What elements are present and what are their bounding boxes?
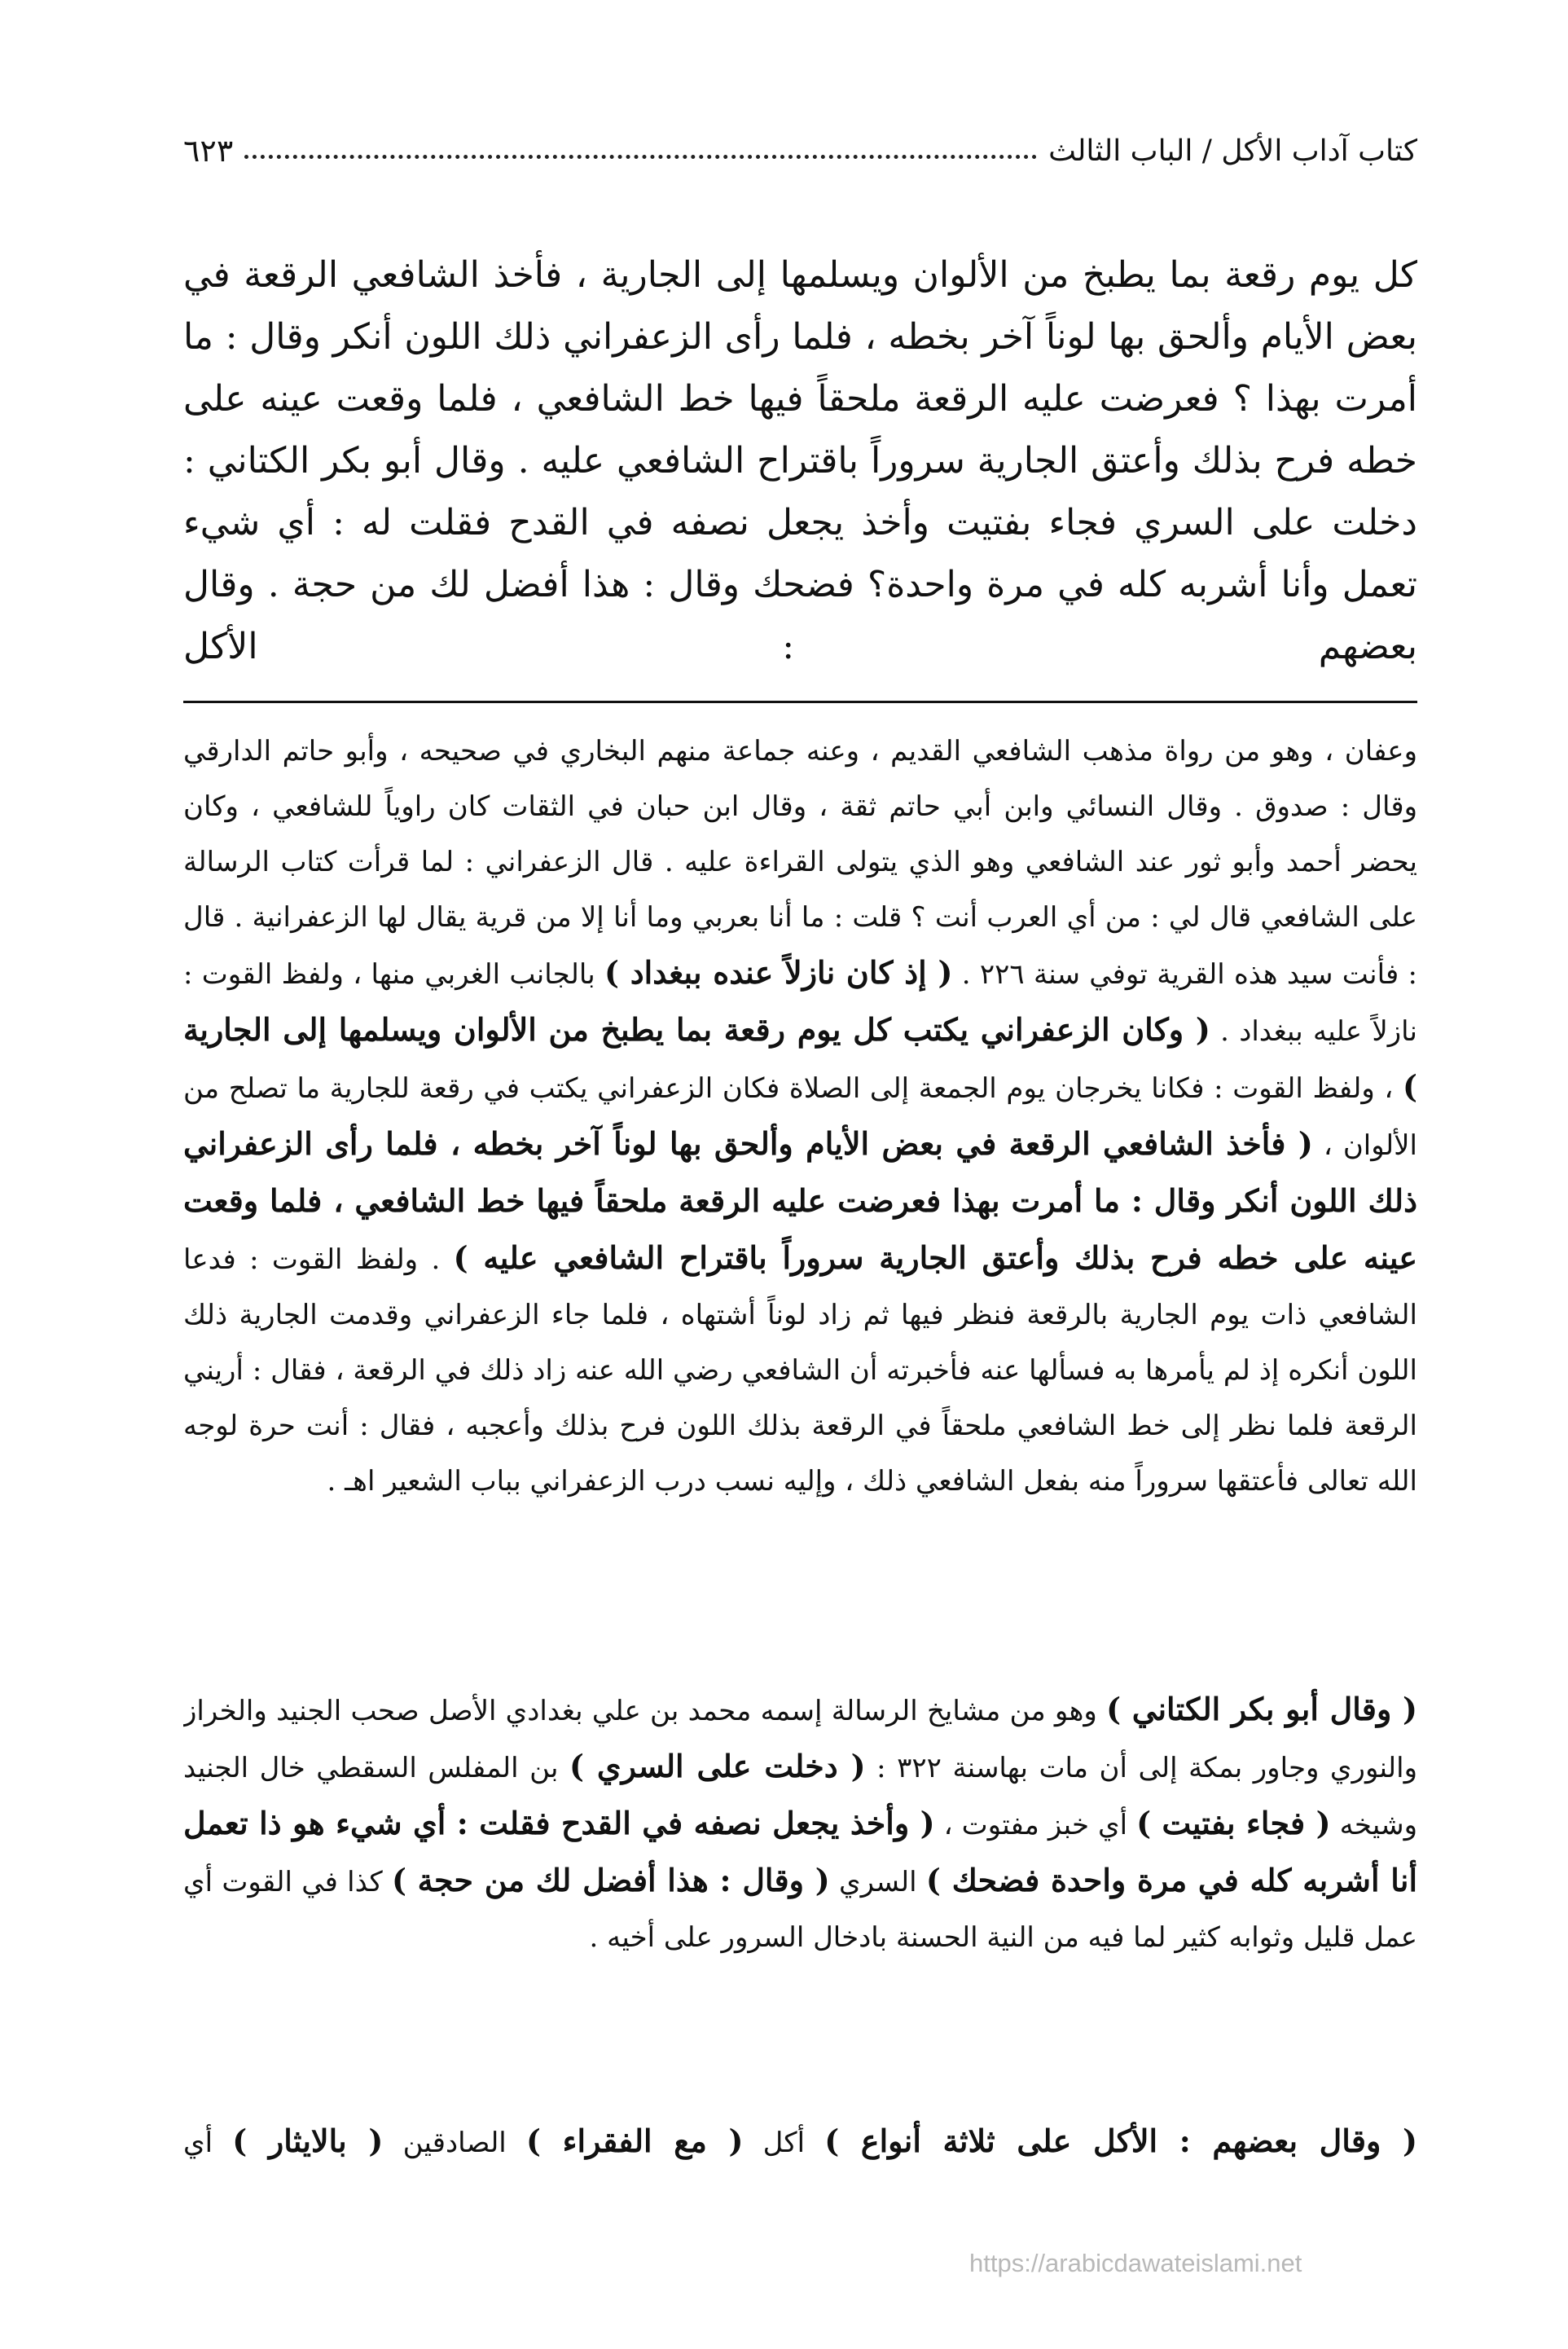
bold-quoted-phrase: ( مع الفقراء ): [525, 2122, 744, 2159]
commentary-text: الصادقين: [383, 2127, 526, 2159]
commentary-text: أي خبز مفتوت ،: [934, 1809, 1137, 1841]
bold-quoted-phrase: ( وأخذ يجعل نصفه في القدح فقلت : أي شيء هو ذا تعمل أنا أشربه كله في مرة واحدة فضحك ): [183, 1805, 1417, 1898]
footnote-separator: [183, 701, 1417, 703]
watermark-url: https://arabicdawateislami.net: [969, 2249, 1302, 2277]
bold-quoted-phrase: ( فجاء بفتيت ): [1136, 1805, 1331, 1841]
bold-quoted-phrase: ( وقال : هذا أفضل لك من حجة ): [391, 1862, 830, 1898]
commentary-paragraph-1: [183, 724, 1417, 1652]
commentary-text: بالجانب الغربي منها ، ولفظ القوت : نازلاً عليه ببغداد .: [183, 958, 1417, 1048]
bold-quoted-phrase: ( وقال أبو بكر الكتاني ): [1106, 1691, 1417, 1727]
commentary-paragraph-2: [183, 1682, 1417, 2097]
bold-quoted-phrase: ( وكان الزعفراني يكتب كل يوم رقعة بما يطبخ من الألوان ويسلمها إلى الجارية ): [183, 1011, 1417, 1105]
commentary-text: كذا في القوت أي عمل قليل وثوابه كثير لما فيه من النية الحسنة بادخال السرور على أخيه .: [183, 1866, 1417, 1954]
commentary-text: وعفان ، وهو من رواة مذهب الشافعي القديم ، وعنه جماعة منهم البخاري في صحيحه ، وأبو حاتم الدارقي وقال : صدوق . وقال النسائي وابن أبي حاتم ثقة ، وقال ابن حبان في الثقات كان راوياً للشافعي ، وكان يحضر أحمد وأبو ثور عند الشافعي وهو الذي يتولى القراءة عليه . قال الزعفراني : لما قرأت كتاب الرسالة على الشافعي قال لي : من أي العرب أنت ؟ قلت : ما أنا بعربي وما أنا إلا من قرية يقال لها الزعفرانية . قال : فأنت سيد هذه القرية توفي سنة ٢٢٦ .: [183, 735, 1417, 991]
bold-quoted-phrase: ( وقال بعضهم : الأكل على ثلاثة أنواع ): [824, 2122, 1417, 2159]
commentary-paragraph-3: [183, 2114, 1417, 2179]
commentary-text: . ولفظ القوت : فدعا الشافعي ذات يوم الجارية بالرقعة فنظر فيها ثم زاد لوناً أشتهاه ، فلما جاء الزعفراني وقدمت الجارية ذلك اللون أنكره إذ لم يأمرها به فسألها عنه فأخبرته أن الشافعي رضي الله عنه زاد ذلك في الرقعة ، فقال : أريني الرقعة فلما نظر إلى خط الشافعي ملحقاً في الرقعة بذلك اللون فرح بذلك وأعجبه ، فقال : أنت حرة لوجه الله تعالى فأعتقها سروراً منه بفعل الشافعي ذلك ، وإليه نسب درب الزعفراني بباب الشعير اهـ .: [183, 1243, 1417, 1498]
commentary-text: السري: [829, 1866, 926, 1898]
commentary-text: ، ولفظ القوت : فكانا يخرجان يوم الجمعة إلى الصلاة فكان الزعفراني يكتب في رقعة للجارية ما تصلح من الألوان ،: [183, 1072, 1417, 1162]
commentary-text: بن المفلس السقطي خال الجنيد وشيخه: [183, 1752, 1417, 1841]
bold-quoted-phrase: ( فأخذ الشافعي الرقعة في بعض الأيام وألحق بها لوناً آخر بخطه ، فلما رأى الزعفراني ذلك اللون أنكر وقال : ما أمرت بهذا فعرضت عليه الرقعة ملحقاً فيها خط الشافعي ، فلما وقعت عينه على خطه فرح بذلك وأعتق الجارية سروراً باقتراح الشافعي عليه ): [183, 1125, 1417, 1276]
commentary-text: وهو من مشايخ الرسالة إسمه محمد بن علي بغدادي الأصل صحب الجنيد والخراز والنوري وجاور بمكة إلى أن مات بهاسنة ٣٢٢ :: [183, 1695, 1417, 1784]
commentary-text: أي: [183, 2127, 233, 2159]
bold-quoted-phrase: ( بالايثار ): [232, 2122, 384, 2159]
header-dot-leader: [244, 155, 1037, 159]
running-header-title: كتاب آداب الأكل / الباب الثالث: [1048, 134, 1417, 168]
main-text: كل يوم رقعة بما يطبخ من الألوان ويسلمها إلى الجارية ، فأخذ الشافعي الرقعة في بعض الأيام وألحق بها لوناً آخر بخطه ، فلما رأى الزعفراني ذلك اللون أنكر وقال : ما أمرت بهذا ؟ فعرضت عليه الرقعة ملحقاً فيها خط الشافعي ، فلما وقعت عينه على خطه فرح بذلك وأعتق الجارية سروراً باقتراح الشافعي عليه . وقال أبو بكر الكتاني : دخلت على السري فجاء بفتيت وأخذ يجعل نصفه في القدح فقلت له : أي شيء تعمل وأنا أشربه كله في مرة واحدة؟ فضحك وقال : هذا أفضل لك من حجة . وقال بعضهم : الأكل: [183, 254, 1417, 667]
bold-quoted-phrase: ( إذ كان نازلاً عنده ببغداد ): [604, 954, 953, 991]
page-number: ٦٢٣: [183, 133, 234, 169]
bold-quoted-phrase: ( دخلت على السري ): [569, 1748, 866, 1784]
running-header: [183, 122, 1417, 179]
commentary-text: أكل: [743, 2127, 825, 2159]
